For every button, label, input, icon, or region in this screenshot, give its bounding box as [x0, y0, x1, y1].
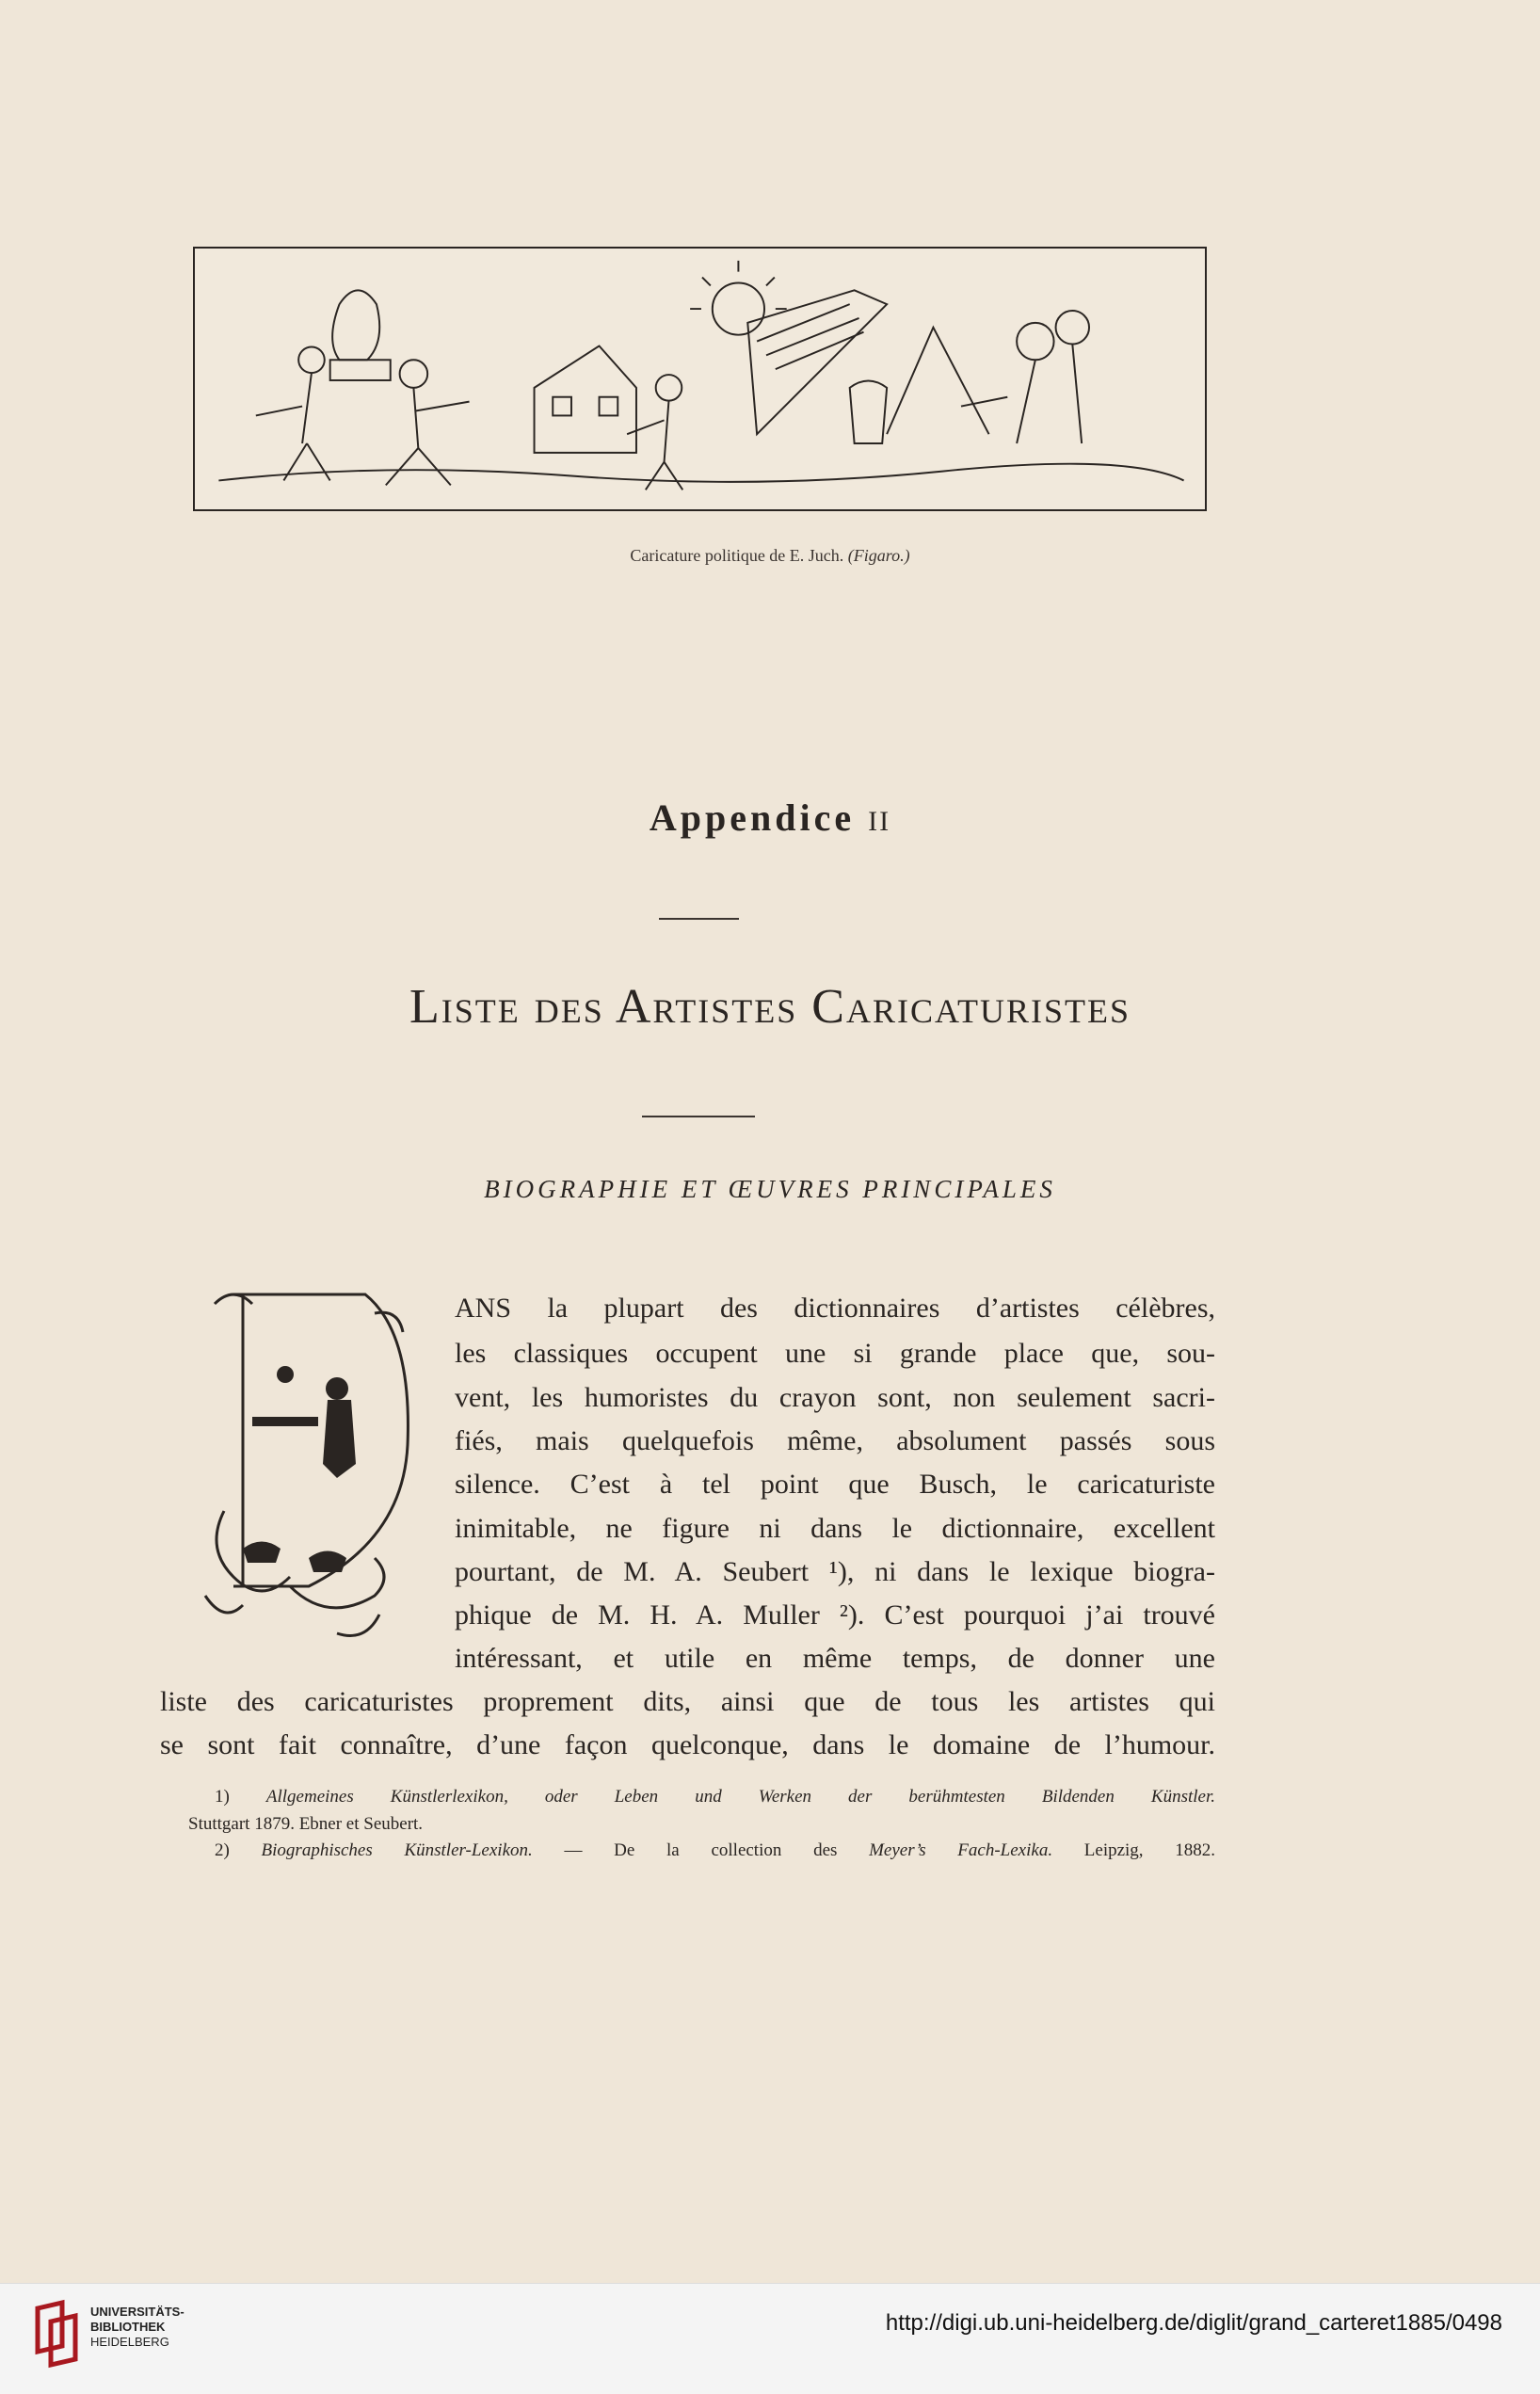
footnote-1-continuation: Stuttgart 1879. Ebner et Seubert. — [188, 1814, 424, 1834]
divider-rule — [659, 918, 739, 920]
body-line-10: liste des caricaturistes proprement dits, ainsi que de tous les artistes qui — [160, 1686, 1215, 1717]
decorated-initial-d — [196, 1276, 417, 1663]
body-line-9: intéressant, et utile en même temps, de donner une — [455, 1643, 1215, 1674]
ornamental-letter-d — [196, 1276, 417, 1663]
body-line-11: se sont fait connaître, d’une façon quelconque, dans le domaine de l’humour. — [160, 1729, 1215, 1760]
footnote-2-mid: — De la collection des — [532, 1840, 870, 1860]
body-line-5: silence. C’est à tel point que Busch, le caricaturiste — [455, 1469, 1215, 1500]
caricature-illustration — [193, 247, 1207, 511]
caption-text: Caricature politique de E. Juch. — [630, 546, 844, 565]
body-line-6: inimitable, ne figure ni dans le dictionnaire, excellent — [455, 1513, 1215, 1544]
appendix-numeral: II — [868, 806, 891, 837]
viewer-footer — [0, 2283, 1540, 2394]
body-line-3: vent, les humoristes du crayon sont, non seulement sacri- — [455, 1382, 1215, 1413]
library-logo-icon[interactable] — [34, 2299, 85, 2369]
library-name[interactable] — [90, 2305, 184, 2350]
caricature-drawing — [195, 249, 1205, 509]
library-name-line-3: HEIDELBERG — [90, 2335, 169, 2349]
appendix-word: Appendice — [649, 796, 856, 839]
body-line-1-text: la plupart des dictionnaires d’artistes célèbres, — [511, 1293, 1215, 1324]
body-line-4: fiés, mais quelquefois même, absolument passés sous — [455, 1425, 1215, 1456]
body-line-2: les classiques occupent une si grande place que, sou- — [455, 1338, 1215, 1369]
library-name-line-1: UNIVERSITÄTS- — [90, 2305, 184, 2319]
dropcap-continuation: ANS — [455, 1293, 512, 1324]
footnote-1 — [215, 1785, 1215, 1809]
footnote-1-title: Allgemeines Künstlerlexikon, oder Leben und Werken der berühmtesten Bildenden Künstler. — [265, 1787, 1215, 1807]
body-line-8: phique de M. H. A. Muller ²). C’est pourquoi j’ai trouvé — [455, 1599, 1215, 1631]
footnote-2-series: Meyer’s Fach-Lexika. — [869, 1840, 1053, 1860]
body-line-7: pourtant, de M. A. Seubert ¹), ni dans le lexique biogra- — [455, 1556, 1215, 1587]
page-title: Liste des Artistes Caricaturistes — [409, 980, 1131, 1034]
permalink-url[interactable]: http://digi.ub.uni-heidelberg.de/diglit/grand_carteret1885/0498 — [885, 2310, 1502, 2336]
footnote-2-number: 2) — [215, 1840, 230, 1860]
appendix-heading — [0, 795, 1540, 840]
body-line-1 — [455, 1288, 1215, 1329]
footnote-2 — [215, 1839, 1215, 1863]
caption-source: (Figaro.) — [847, 546, 910, 565]
footnote-1-number: 1) — [215, 1787, 230, 1807]
divider-rule — [642, 1116, 755, 1117]
library-name-line-2: BIBLIOTHEK — [90, 2320, 166, 2334]
page-subtitle: BIOGRAPHIE ET ŒUVRES PRINCIPALES — [484, 1175, 1056, 1203]
footnote-2-end: Leipzig, 1882. — [1052, 1840, 1216, 1860]
illustration-caption — [0, 546, 1540, 566]
footnote-2-title: Biographisches Künstler-Lexikon. — [261, 1840, 533, 1860]
